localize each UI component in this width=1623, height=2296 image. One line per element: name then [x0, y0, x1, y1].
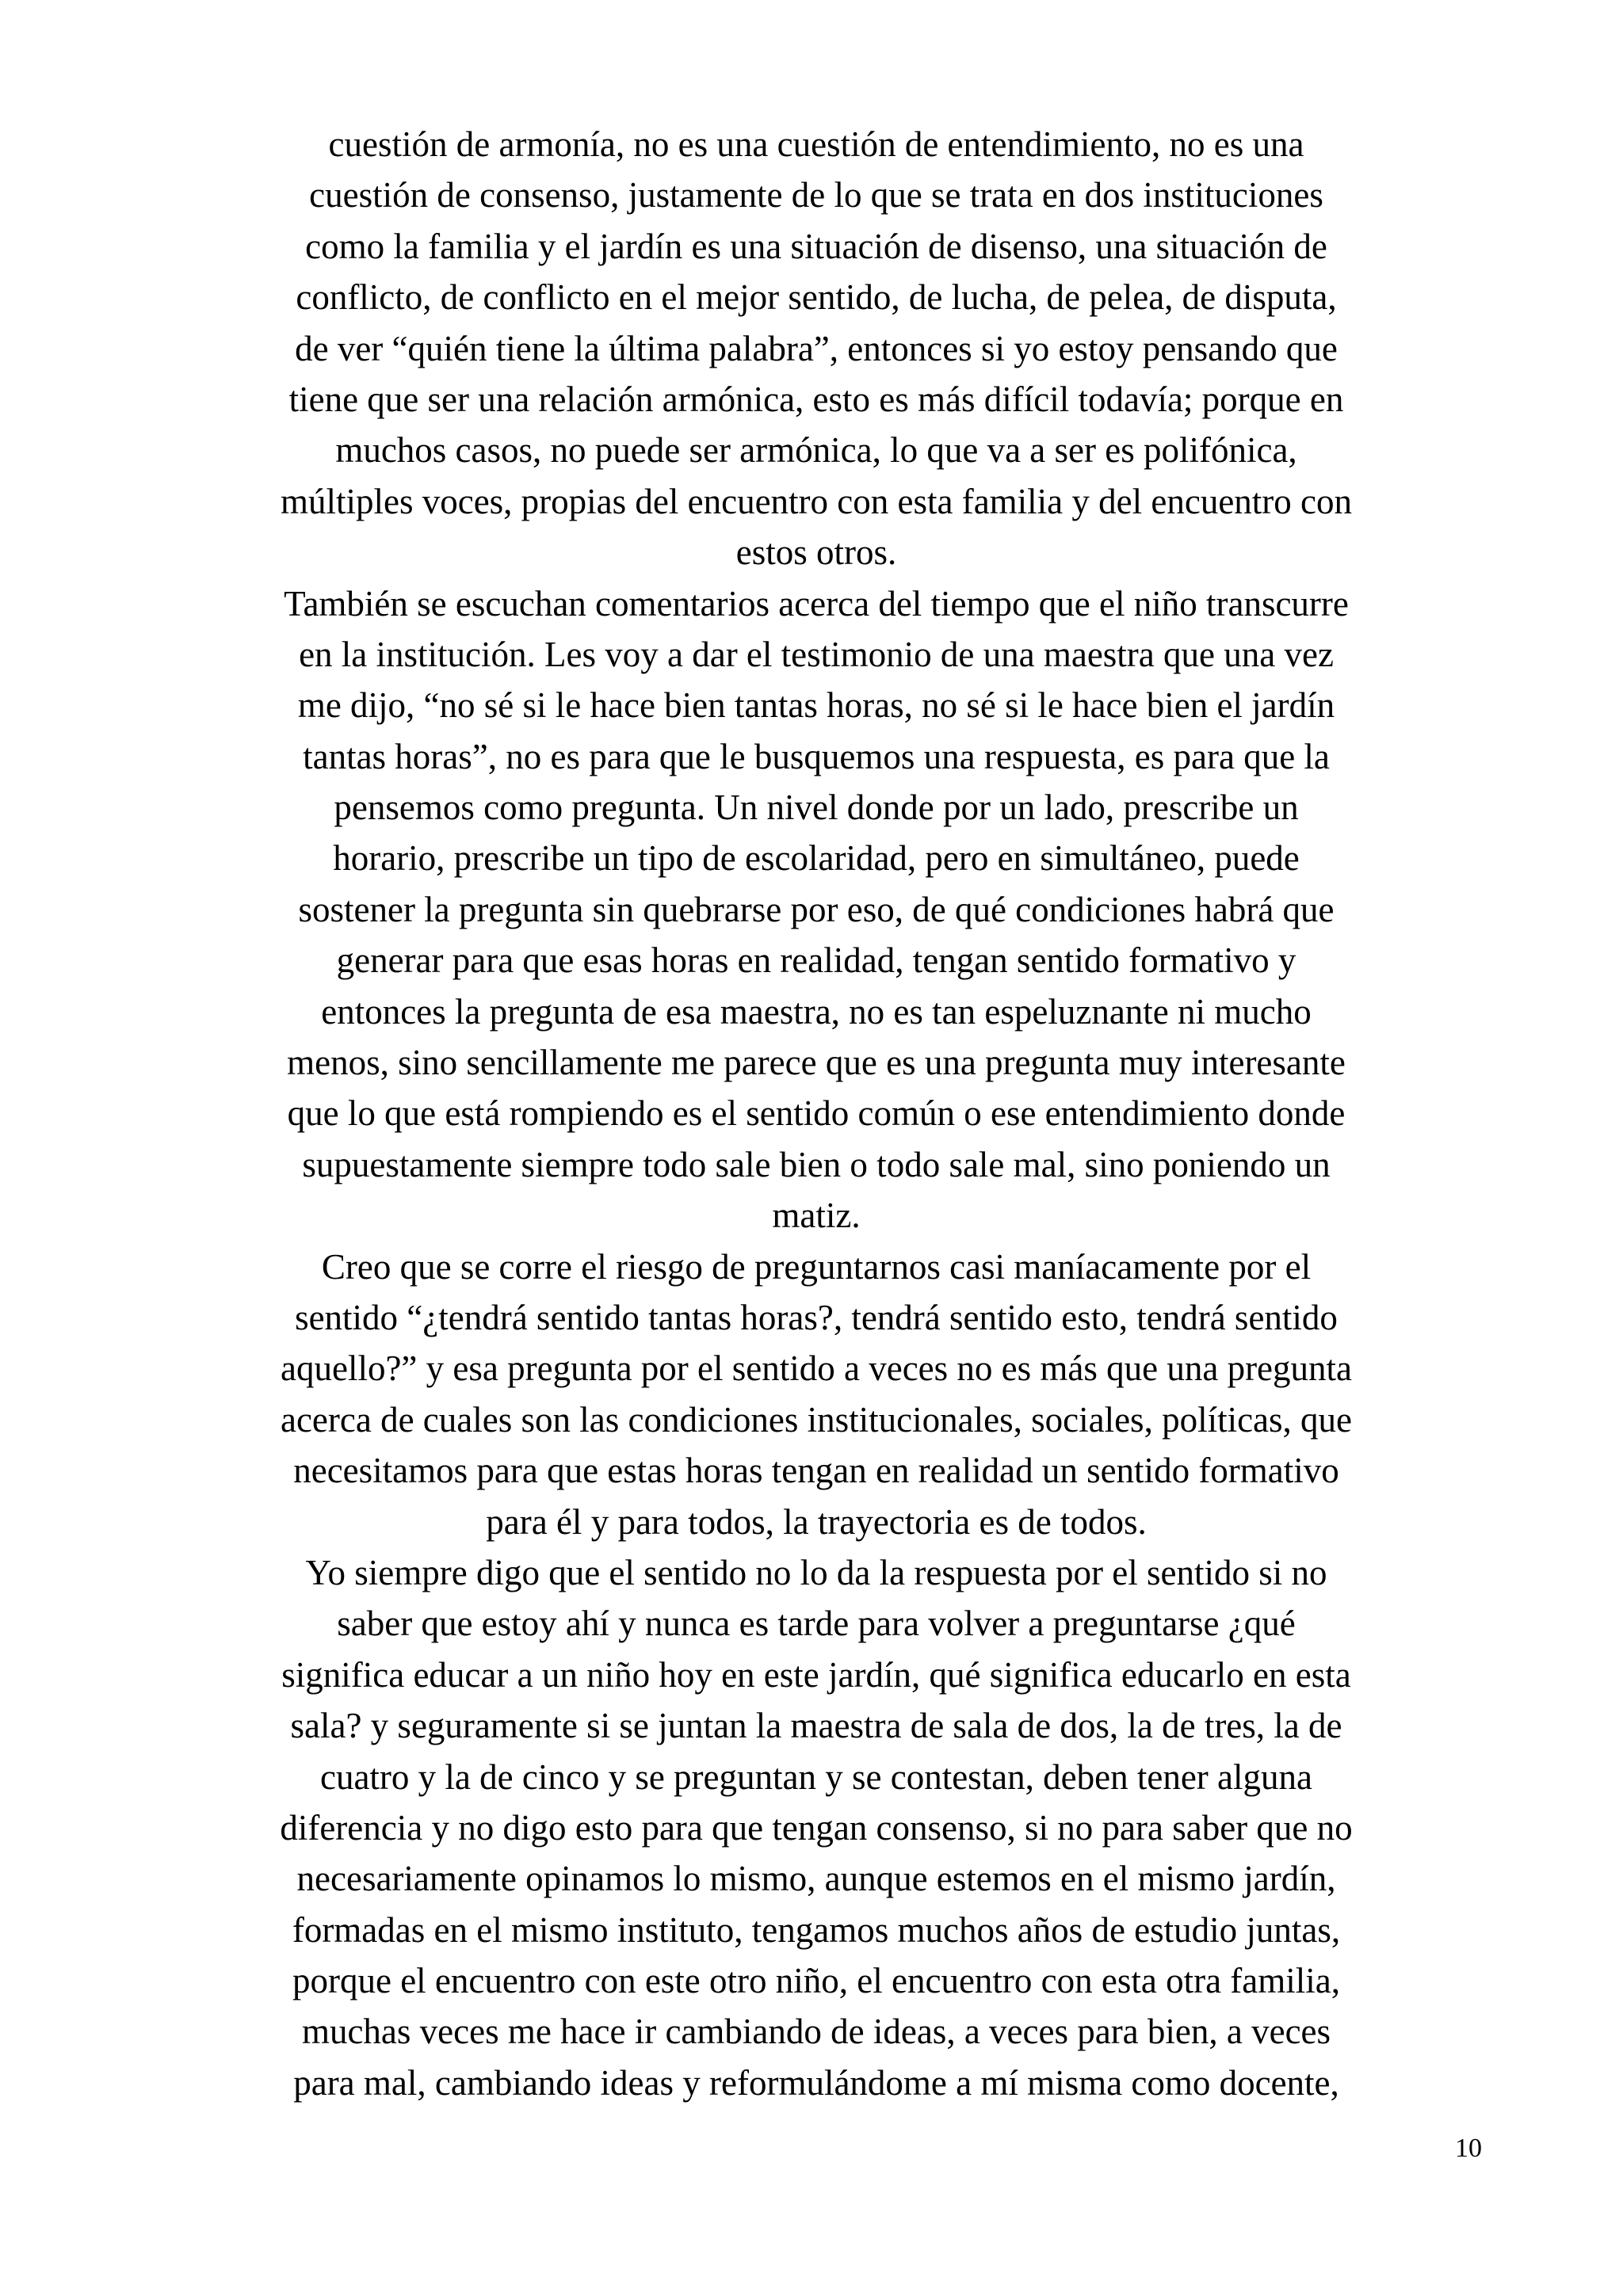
text-line: para mal, cambiando ideas y reformulándome a mí misma como docente, — [293, 2062, 1339, 2103]
text-line: cuatro y la de cinco y se preguntan y se contestan, deben tener alguna — [319, 1756, 1312, 1797]
text-line: porque el encuentro con este otro niño, el encuentro con esta otra familia, — [292, 1961, 1340, 2001]
text-line: aquello?” y esa pregunta por el sentido a veces no es más que una pregunta — [281, 1348, 1352, 1389]
text-line: acerca de cuales son las condiciones institucionales, sociales, políticas, que — [280, 1399, 1353, 1440]
text-line: Yo siempre digo que el sentido no lo da la respuesta por el sentido si no — [305, 1552, 1327, 1592]
text-line: de ver “quién tiene la última palabra”, entonces si yo estoy pensando que — [295, 328, 1338, 368]
text-line: muchos casos, no puede ser armónica, lo que va a ser es polifónica, — [335, 430, 1297, 471]
text-line: sostener la pregunta sin quebrarse por eso, de qué condiciones habrá que — [298, 889, 1335, 929]
text-line: pensemos como pregunta. Un nivel donde por un lado, prescribe un — [334, 788, 1299, 828]
text-line: tantas horas”, no es para que le busquemos una respuesta, es para que la — [303, 736, 1330, 776]
text-line: menos, sino sencillamente me parece que es una pregunta muy interesante — [287, 1043, 1346, 1083]
text-line: sentido “¿tendrá sentido tantas horas?, tendrá sentido esto, tendrá sentido — [295, 1297, 1338, 1337]
body-text — [151, 119, 1482, 2108]
text-line: muchas veces me hace ir cambiando de ideas, a veces para bien, a veces — [301, 2012, 1331, 2052]
text-line: generar para que esas horas en realidad, tengan sentido formativo y — [336, 940, 1296, 981]
text-line: necesariamente opinamos lo mismo, aunque estemos en el mismo jardín, — [296, 1859, 1336, 1899]
text-line: que lo que está rompiendo es el sentido común o ese entendimiento donde — [287, 1093, 1346, 1134]
text-line: formadas en el mismo instituto, tengamos muchos años de estudio juntas, — [292, 1909, 1341, 1950]
text-line: cuestión de consenso, justamente de lo que se trata en dos instituciones — [309, 175, 1323, 215]
text-line: sala? y seguramente si se juntan la maestra de sala de dos, la de tres, la de — [290, 1706, 1342, 1746]
text-line: matiz. — [772, 1196, 861, 1236]
text-line: como la familia y el jardín es una situación de disenso, una situación de — [305, 226, 1327, 266]
text-line: necesitamos para que estas horas tengan en realidad un sentido formativo — [293, 1451, 1339, 1491]
text-line: para él y para todos, la trayectoria es de todos. — [486, 1501, 1147, 1542]
text-line: tiene que ser una relación armónica, esto es más difícil todavía; porque en — [288, 379, 1344, 419]
text-line: supuestamente siempre todo sale bien o todo sale mal, sino poniendo un — [302, 1144, 1331, 1184]
text-line: conflicto, de conflicto en el mejor sentido, de lucha, de pelea, de disputa, — [296, 277, 1337, 318]
text-line: diferencia y no digo esto para que tengan consenso, si no para saber que no — [280, 1807, 1353, 1848]
text-line: estos otros. — [735, 532, 897, 573]
text-line: Creo que se corre el riesgo de preguntarnos casi maníacamente por el — [321, 1246, 1312, 1287]
page-number: 10 — [1455, 2134, 1482, 2163]
text-line: significa educar a un niño hoy en este jardín, qué significa educarlo en esta — [281, 1654, 1351, 1695]
text-line: También se escuchan comentarios acerca del tiempo que el niño transcurre — [284, 583, 1349, 624]
text-line: en la institución. Les voy a dar el testimonio de una maestra que una vez — [299, 634, 1334, 674]
text-line: cuestión de armonía, no es una cuestión de entendimiento, no es una — [328, 124, 1304, 164]
text-line: saber que estoy ahí y nunca es tarde para volver a preguntarse ¿qué — [337, 1604, 1296, 1644]
text-line: horario, prescribe un tipo de escolaridad, pero en simultáneo, puede — [333, 838, 1300, 879]
text-line: entonces la pregunta de esa maestra, no es tan espeluznante ni mucho — [321, 991, 1312, 1032]
text-line: me dijo, “no sé si le hace bien tantas horas, no sé si le hace bien el jardín — [297, 685, 1335, 726]
text-line: múltiples voces, propias del encuentro con esta familia y del encuentro con — [280, 481, 1353, 521]
